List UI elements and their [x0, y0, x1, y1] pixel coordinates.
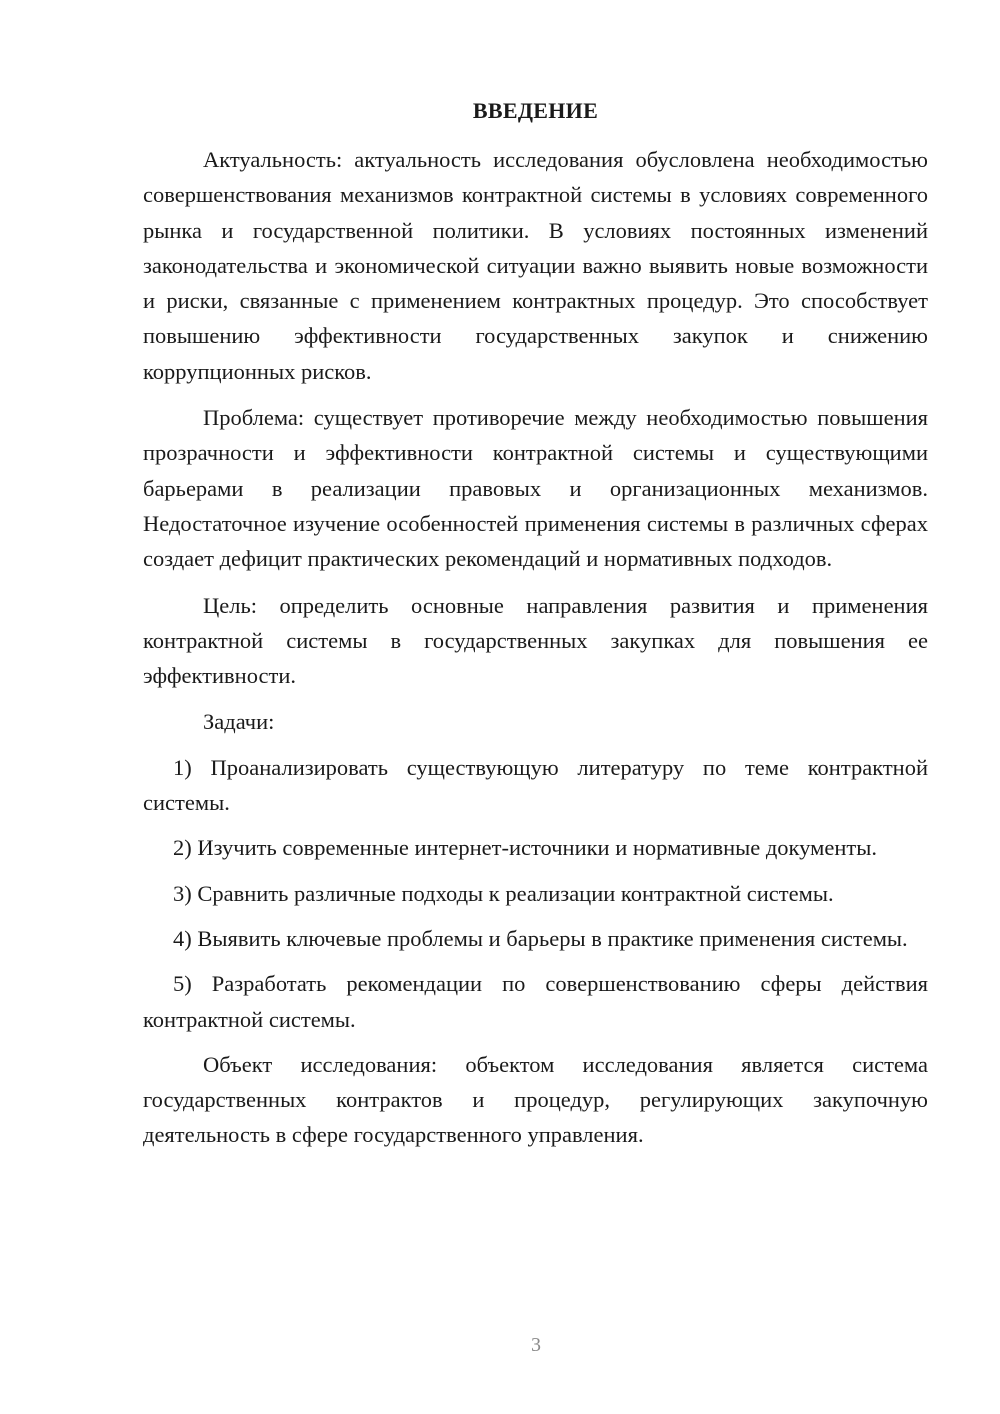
page-title: ВВЕДЕНИЕ — [472, 98, 599, 123]
task-item-1: 1) Проанализировать существующую литературу по теме контрактной системы. — [143, 754, 928, 816]
paragraph-object: Объект исследования: объектом исследования является система государственных контрактов и процедур, регулирующих закупочную деятельность в сфере государственного управления. — [143, 1051, 928, 1148]
paragraph-problem: Проблема: существует противоречие между необходимостью повышения прозрачности и эффективности контрактной системы и существующими барьерами в реализации правовых и организационных механизмов. Недостаточное изучение особенностей применения системы в различных сферах создает дефицит практических рекомендаций и нормативных подходов. — [143, 405, 928, 572]
task-item-4: 4) Выявить ключевые проблемы и барьеры в практике применения системы. — [173, 925, 908, 951]
task-item-2: 2) Изучить современные интернет-источники и нормативные документы. — [173, 835, 877, 861]
tasks-heading: Задачи: — [203, 709, 275, 735]
page-number: 3 — [531, 1334, 541, 1356]
paragraph-relevance: Актуальность: актуальность исследования обусловлена необходимостью совершенствования механизмов контрактной системы в условиях современного рынка и государственной политики. В условиях постоянных изменений законодательства и экономической ситуации важно выявить новые возможности и риски, связанные с применением контрактных процедур. Это способствует повышению эффективности государственных закупок и снижению коррупционных рисков. — [143, 147, 928, 384]
paragraph-goal: Цель: определить основные направления развития и применения контрактной системы в государственных закупках для повышения ее эффективности. — [143, 592, 928, 689]
task-item-3: 3) Сравнить различные подходы к реализации контрактной системы. — [173, 880, 834, 906]
document-body — [143, 142, 928, 1153]
task-item-5: 5) Разработать рекомендации по совершенствованию сферы действия контрактной системы. — [143, 971, 928, 1032]
